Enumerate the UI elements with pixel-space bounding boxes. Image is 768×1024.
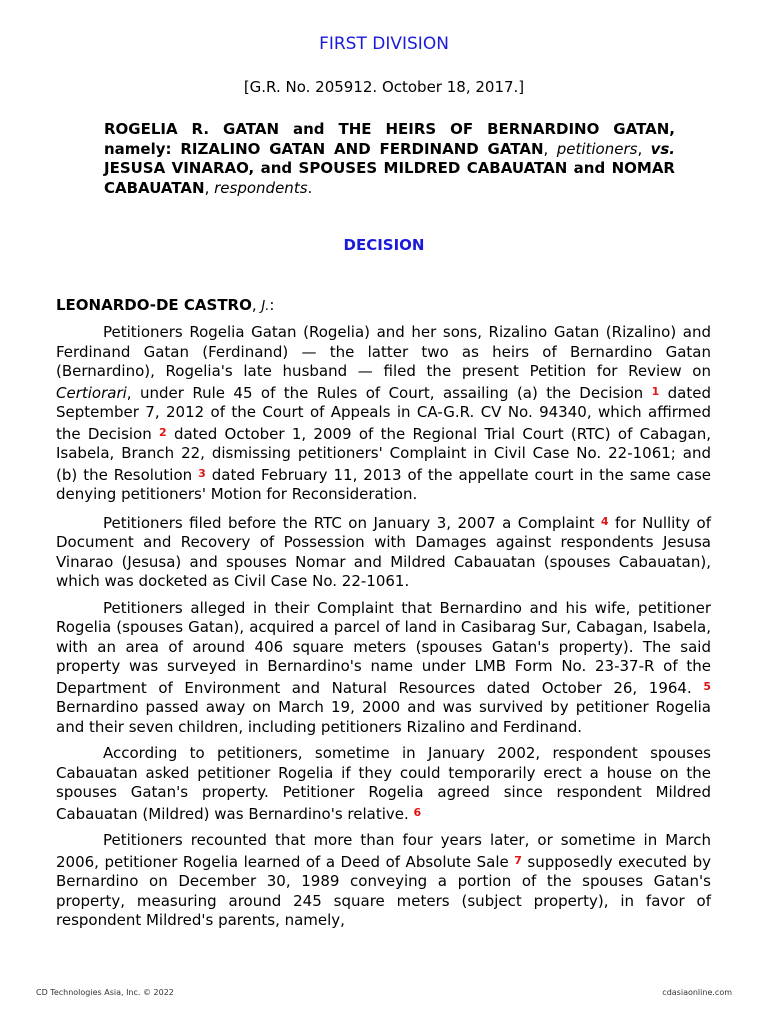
decision-body <box>56 323 711 938</box>
separator: , <box>637 139 651 158</box>
ponente <box>56 296 274 314</box>
separator: , <box>543 139 557 158</box>
footer-copyright: CD Technologies Asia, Inc. © 2022 <box>36 988 174 997</box>
footnote-link-5[interactable]: 5 <box>703 679 711 693</box>
paragraph-4 <box>56 744 711 824</box>
petitioners-names: ROGELIA R. GATAN and THE HEIRS OF BERNARDINO GATAN, namely: RIZALINO GATAN AND FERDINAND GATAN <box>104 120 675 158</box>
ponente-name: LEONARDO-DE CASTRO <box>56 296 252 314</box>
ponente-title: J. <box>261 299 270 314</box>
text: , under Rule 45 of the Rules of Court, assailing (a) the Decision <box>126 383 652 402</box>
text: Bernardino passed away on March 19, 2000 and was survived by petitioner Rogelia and their seven children, including petitioners Rizalino and Ferdinand. <box>56 698 711 736</box>
footnote-link-3[interactable]: 3 <box>198 466 206 480</box>
separator: : <box>269 296 275 314</box>
petitioners-label: petitioners <box>556 139 638 158</box>
separator: , <box>204 178 215 197</box>
footnote-link-6[interactable]: 6 <box>413 805 422 819</box>
text: According to petitioners, sometime in January 2002, respondent spouses Cabauatan asked petitioner Rogelia if they could temporarily erect a house on the spouses Gatan's property. Petitioner Rogelia agreed since respondent Mildred Cabauatan (Mildred) was Bernardino's relative. <box>56 744 711 823</box>
footnote-link-7[interactable]: 7 <box>514 853 522 867</box>
text: Petitioners recounted that more than four years later, or sometime in March 2006, petitioner Rogelia learned of a Deed of Absolute Sale <box>56 831 711 871</box>
text: dated September 7, 2012 of the Court of Appeals in CA-G.R. CV No. 94340, which affirmed the Decision <box>56 383 711 443</box>
footnote-link-2[interactable]: 2 <box>159 425 167 439</box>
paragraph-5 <box>56 831 711 931</box>
gr-number: [G.R. No. 205912. October 18, 2017.] <box>243 78 525 96</box>
case-parties <box>104 120 675 198</box>
text: supposedly executed by Bernardino on December 30, 1989 conveying a portion of the spouses Gatan's property, measuring around 245 square meters (subject property), in favor of respondent Mildred's parents, namely, <box>56 852 711 929</box>
paragraph-1 <box>56 323 711 505</box>
text: dated February 11, 2013 of the appellate court in the same case denying petitioners' Motion for Reconsideration. <box>56 465 711 503</box>
text: for Nullity of Document and Recovery of Possession with Damages against respondents Jesusa Vinarao (Jesusa) and spouses Nomar and Mildred Cabauatan (spouses Cabauatan), which was docketed as Civil Case No. 22-1061. <box>56 513 711 590</box>
division-heading: FIRST DIVISION <box>319 34 449 54</box>
decision-heading: DECISION <box>343 236 425 254</box>
respondents-label: respondents <box>214 178 308 197</box>
text: Petitioners filed before the RTC on January 3, 2007 a Complaint <box>103 513 601 532</box>
vs-label: vs. <box>650 139 675 158</box>
separator: , <box>251 296 262 314</box>
footer-site: cdasiaonline.com <box>662 988 732 997</box>
text: dated October 1, 2009 of the Regional Trial Court (RTC) of Cabagan, Isabela, Branch 22, dismissing petitioners' Complaint in Civil Case No. 22-1061; and (b) the Resolution <box>56 424 711 484</box>
paragraph-2 <box>56 512 711 592</box>
text: Petitioners Rogelia Gatan (Rogelia) and her sons, Rizalino Gatan (Rizalino) and Ferdinand Gatan (Ferdinand) — the latter two as heirs of Bernardino Gatan (Bernardino), Rogelia's late husband — filed the present Petition for Review on <box>56 323 711 380</box>
footnote-link-1[interactable]: 1 <box>651 384 660 398</box>
footnote-link-4[interactable]: 4 <box>600 514 609 528</box>
separator: . <box>307 178 313 197</box>
paragraph-3 <box>56 599 711 738</box>
respondents-names: JESUSA VINARAO, and SPOUSES MILDRED CABAUATAN and NOMAR CABAUATAN <box>104 159 675 197</box>
text: Petitioners alleged in their Complaint that Bernardino and his wife, petitioner Rogelia (spouses Gatan), acquired a parcel of land in Casibarag Sur, Cabagan, Isabela, with an area of around 406 square meters (spouses Gatan's property). The said property was surveyed in Bernardino's name under LMB Form No. 23-37-R of the Department of Environment and Natural Resources dated October 26, 1964. <box>56 598 711 697</box>
italic-term: Certiorari <box>56 383 127 402</box>
